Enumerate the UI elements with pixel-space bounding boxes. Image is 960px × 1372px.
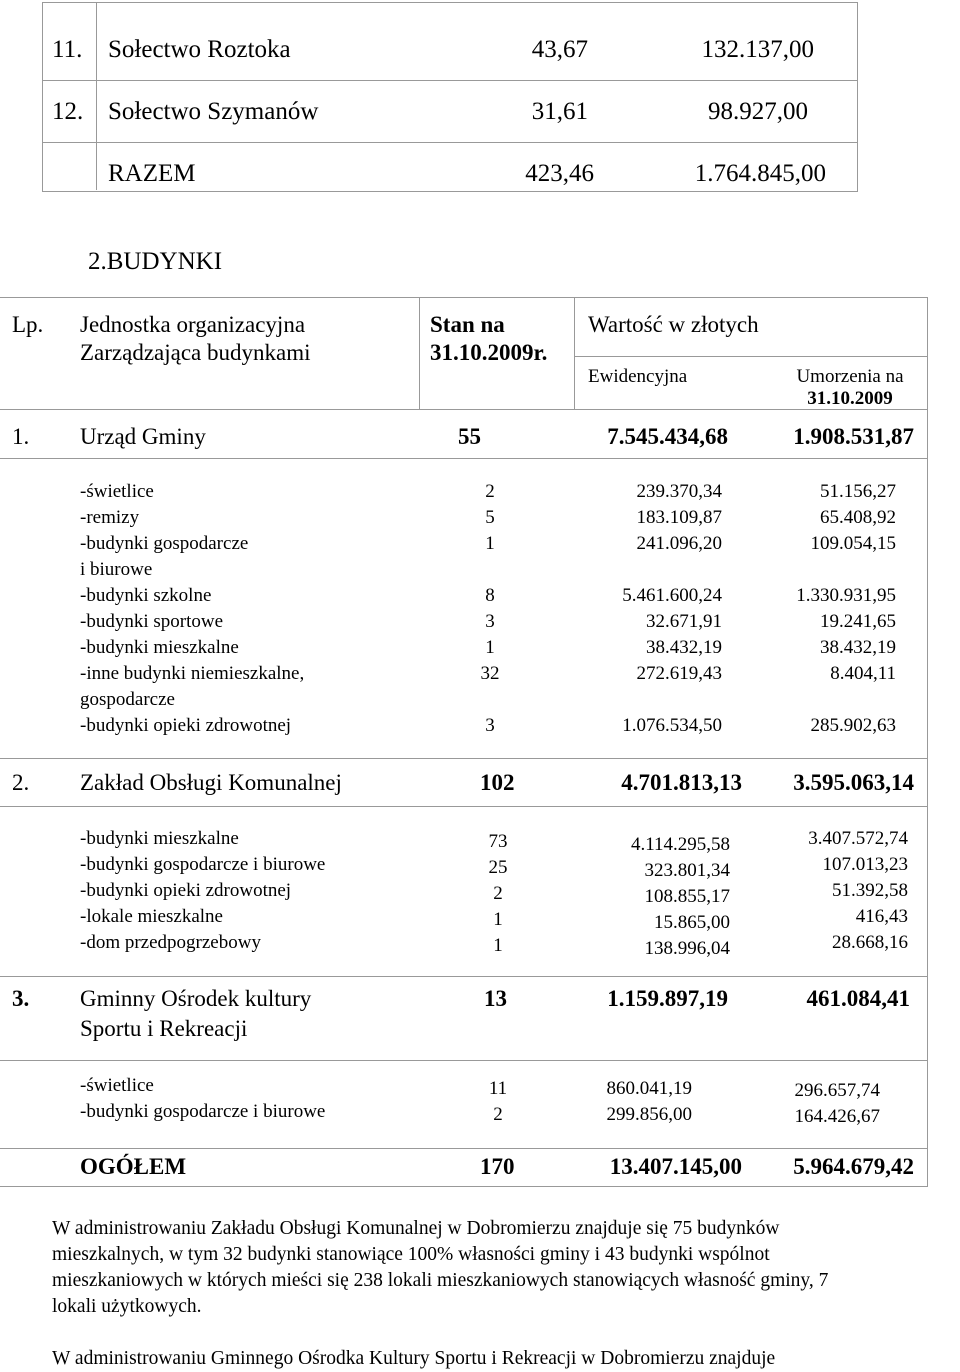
total-label: OGÓŁEM	[80, 1154, 187, 1179]
row-area: 43,67	[531, 36, 588, 63]
list-item: -dom przedpogrzebowy	[80, 932, 261, 953]
list-count	[470, 687, 510, 713]
list-item: gospodarcze	[80, 689, 175, 710]
razem-value: 1.764.845,00	[694, 160, 826, 187]
unit1-ewid	[570, 479, 722, 739]
section-title: 2.BUDYNKI	[88, 248, 223, 275]
paragraph-gok	[52, 1346, 960, 1372]
list-count: 8	[485, 585, 495, 606]
total-count: 170	[480, 1154, 515, 1179]
row-number: 12.	[52, 98, 84, 125]
header-lp: Lp.	[12, 312, 44, 337]
list-item: -inne budynki niemieszkalne,	[80, 663, 305, 684]
list-umorzenia: 1.330.931,95	[796, 585, 896, 606]
unit-umorzenia: 461.084,41	[806, 986, 910, 1011]
list-umorzenia: 285.902,63	[810, 715, 896, 736]
header-ewidencyjna: Ewidencyjna	[588, 366, 688, 387]
list-ewidencyjna	[570, 687, 722, 713]
list-umorzenia	[740, 557, 896, 583]
unit3-items	[80, 1073, 325, 1125]
list-item: -lokale mieszkalne	[80, 906, 223, 927]
total-ewidencyjna: 13.407.145,00	[609, 1154, 742, 1179]
unit-number: 1.	[12, 424, 30, 449]
header-unit-line1: Jednostka organizacyjna	[80, 312, 306, 337]
list-ewidencyjna: 38.432,19	[646, 637, 722, 658]
list-item: -budynki mieszkalne	[80, 637, 239, 658]
list-umorzenia: 65.408,92	[820, 507, 896, 528]
list-ewidencyjna: 272.619,43	[636, 663, 722, 684]
unit-count: 55	[458, 424, 481, 449]
list-umorzenia: 296.657,74	[794, 1080, 880, 1101]
unit-count: 13	[484, 986, 507, 1011]
unit-number: 3.	[12, 986, 30, 1011]
list-count: 25	[488, 857, 508, 878]
list-item: -świetlice	[80, 481, 154, 502]
unit-name-line2: Sportu i Rekreacji	[80, 1016, 248, 1041]
list-item: -budynki gospodarcze	[80, 533, 249, 554]
row-value: 132.137,00	[701, 36, 814, 63]
list-ewidencyjna: 323.801,34	[644, 860, 730, 881]
list-ewidencyjna: 5.461.600,24	[622, 585, 722, 606]
list-item: -budynki mieszkalne	[80, 828, 239, 849]
total-umorzenia: 5.964.679,42	[793, 1154, 914, 1179]
unit2-umorz	[740, 826, 908, 956]
unit2-items	[80, 826, 325, 956]
unit2-ewid	[570, 832, 730, 962]
list-umorzenia: 51.392,58	[832, 880, 908, 901]
list-umorzenia: 51.156,27	[820, 481, 896, 502]
list-ewidencyjna: 299.856,00	[606, 1104, 692, 1125]
list-ewidencyjna: 860.041,19	[606, 1078, 692, 1099]
razem-area: 423,46	[525, 160, 594, 187]
unit1-umorz	[740, 479, 896, 739]
paragraph-line: W administrowaniu Zakładu Obsługi Komunalnej w Dobromierzu znajduje się 75 budynków	[52, 1218, 780, 1239]
list-umorzenia	[740, 687, 896, 713]
list-umorzenia: 38.432,19	[820, 637, 896, 658]
razem-label: RAZEM	[108, 160, 196, 187]
list-count	[470, 557, 510, 583]
unit-number: 2.	[12, 770, 30, 795]
list-count: 2	[493, 883, 503, 904]
list-item: -remizy	[80, 507, 140, 528]
list-umorzenia: 164.426,67	[794, 1106, 880, 1127]
header-wartosc: Wartość w złotych	[588, 312, 759, 337]
list-item: i biurowe	[80, 559, 153, 580]
list-count: 3	[485, 611, 495, 632]
list-umorzenia: 3.407.572,74	[808, 828, 908, 849]
list-count: 1	[493, 909, 503, 930]
list-count: 73	[488, 831, 508, 852]
list-count: 1	[485, 637, 495, 658]
header-stan-line1: Stan na	[430, 312, 505, 337]
list-umorzenia: 8.404,11	[830, 663, 896, 684]
list-ewidencyjna: 32.671,91	[646, 611, 722, 632]
list-count: 1	[493, 935, 503, 956]
paragraph-line: lokali użytkowych.	[52, 1296, 202, 1317]
list-ewidencyjna: 108.855,17	[644, 886, 730, 907]
paragraph-line: W administrowaniu Gminnego Ośrodka Kultury Sportu i Rekreacji w Dobromierzu znajduje	[52, 1348, 776, 1369]
unit3-ewid	[580, 1076, 692, 1128]
row-area: 31,61	[531, 98, 588, 125]
list-item: -budynki gospodarcze i biurowe	[80, 854, 326, 875]
list-item: -świetlice	[80, 1075, 154, 1096]
list-item: -budynki szkolne	[80, 585, 212, 606]
list-count: 3	[485, 715, 495, 736]
list-ewidencyjna: 241.096,20	[636, 533, 722, 554]
list-umorzenia: 19.241,65	[820, 611, 896, 632]
unit-ewidencyjna: 1.159.897,19	[607, 986, 728, 1011]
list-ewidencyjna: 138.996,04	[644, 938, 730, 959]
unit3-umorz	[760, 1078, 880, 1130]
list-ewidencyjna: 239.370,34	[636, 481, 722, 502]
header-umorzenia-line1: Umorzenia na	[796, 366, 904, 387]
unit3-counts	[478, 1076, 518, 1128]
unit-name: Urząd Gminy	[80, 424, 206, 449]
list-count: 2	[493, 1104, 503, 1125]
unit-count: 102	[480, 770, 515, 795]
list-umorzenia: 416,43	[855, 906, 908, 927]
list-ewidencyjna: 1.076.534,50	[622, 715, 722, 736]
list-item: -budynki sportowe	[80, 611, 224, 632]
list-umorzenia: 28.668,16	[832, 932, 908, 953]
row-name: Sołectwo Roztoka	[108, 36, 291, 63]
list-ewidencyjna: 15.865,00	[654, 912, 730, 933]
unit-name-line1: Gminny Ośrodek kultury	[80, 986, 312, 1011]
list-count: 11	[488, 1078, 508, 1099]
unit-name: Zakład Obsługi Komunalnej	[80, 770, 342, 795]
list-count: 2	[485, 481, 495, 502]
header-umorzenia-line2: 31.10.2009	[807, 388, 893, 409]
list-ewidencyjna: 4.114.295,58	[630, 834, 730, 855]
unit1-items	[80, 479, 304, 739]
list-ewidencyjna	[570, 557, 722, 583]
paragraph-line: mieszkalnych, w tym 32 budynki stanowiące 100% własności gminy i 43 budynki wspólnot	[52, 1244, 770, 1265]
list-ewidencyjna: 183.109,87	[636, 507, 722, 528]
list-umorzenia: 107.013,23	[822, 854, 908, 875]
paragraph-line: mieszkaniowych w których mieści się 238 lokali mieszkaniowych stanowiących własność gminy, 7	[52, 1270, 829, 1291]
row-name: Sołectwo Szymanów	[108, 98, 319, 125]
paragraph-zok	[52, 1216, 960, 1320]
unit2-counts	[476, 829, 520, 959]
list-item: -budynki opieki zdrowotnej	[80, 715, 292, 736]
row-value: 98.927,00	[708, 98, 808, 125]
unit-ewidencyjna: 4.701.813,13	[621, 770, 742, 795]
list-umorzenia: 109.054,15	[810, 533, 896, 554]
list-item: -budynki opieki zdrowotnej	[80, 880, 292, 901]
unit1-counts	[470, 479, 510, 739]
list-item: -budynki gospodarcze i biurowe	[80, 1101, 326, 1122]
unit-umorzenia: 1.908.531,87	[793, 424, 914, 449]
header-stan-line2: 31.10.2009r.	[430, 340, 548, 365]
list-count: 5	[485, 507, 495, 528]
list-count: 1	[485, 533, 495, 554]
header-unit-line2: Zarządzająca budynkami	[80, 340, 311, 365]
unit-ewidencyjna: 7.545.434,68	[607, 424, 728, 449]
list-count: 32	[480, 663, 500, 684]
row-number: 11.	[52, 36, 83, 63]
unit-umorzenia: 3.595.063,14	[793, 770, 914, 795]
